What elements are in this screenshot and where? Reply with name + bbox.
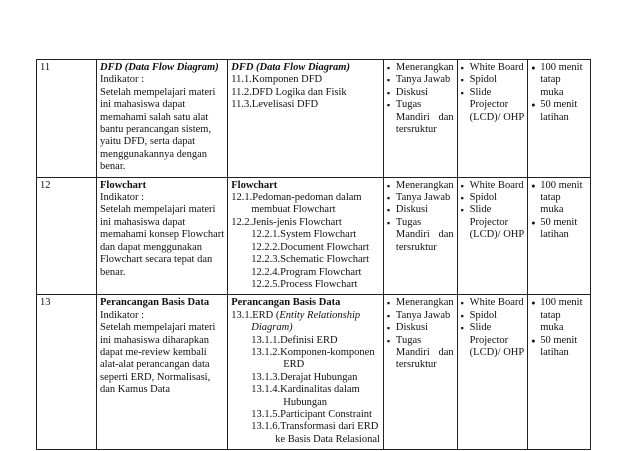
media-item: ▪ Slide: [461, 322, 525, 334]
method-item: ▪ Tanya Jawab: [387, 310, 454, 322]
media-cell: [457, 60, 528, 178]
material-item: 13.1.ERD (Entity Relationship: [231, 309, 361, 321]
indicator-label: Indikator :: [100, 309, 145, 321]
media-extra: Projector: [469, 334, 509, 346]
material-item: Diagram): [251, 322, 293, 334]
indicator-text: memahami salah satu alat: [100, 111, 209, 123]
time-cell: [528, 60, 591, 178]
media-item: ▪ Spidol: [461, 310, 525, 322]
media-extra: Projector: [469, 99, 509, 111]
indicator-text: ini mahasiswa dapat: [100, 216, 186, 228]
material-item: Hubungan: [283, 396, 327, 408]
material-item: 11.3.Levelisasi DFD: [231, 99, 319, 111]
indicator-text: Setelah mempelajari materi: [100, 86, 216, 98]
time-item: ● 100 menit tatap muka: [531, 297, 587, 334]
method-extra: dan: [438, 229, 454, 241]
method-item: ▪ Tanya Jawab: [387, 192, 454, 204]
material-item: 13.1.3.Derajat Hubungan: [251, 371, 358, 383]
material-title: Perancangan Basis Data: [231, 297, 341, 309]
material-item: 12.2.4.Program Flowchart: [251, 266, 362, 278]
meeting-number: 13: [37, 295, 97, 450]
meeting-number: 11: [37, 60, 97, 178]
competency-title: Perancangan Basis Data: [100, 297, 210, 309]
indicator-text: Flowchart secara tepat dan: [100, 254, 213, 266]
competency-cell: [97, 295, 228, 450]
time-cell: [528, 295, 591, 450]
method-cell: [383, 295, 457, 450]
media-extra: (LCD)/ OHP: [469, 111, 525, 123]
indicator-text: dapat me-review kembali: [100, 346, 207, 358]
method-cell: [383, 60, 457, 178]
material-item: ERD: [283, 359, 305, 371]
material-item: 13.1.1.Definisi ERD: [251, 334, 338, 346]
material-item: 13.1.2.Komponen-komponen: [251, 346, 375, 358]
material-item: 13.1.4.Kardinalitas dalam: [251, 384, 360, 396]
method-extra: dan: [438, 346, 454, 358]
time-item: ● 50 menit latihan: [531, 217, 587, 242]
table-row: [37, 60, 591, 178]
material-item: 13.1.6.Transformasi dari ERD: [251, 421, 379, 433]
method-item: ▪ Tugas: [387, 99, 454, 111]
competency-cell: [97, 177, 228, 295]
indicator-text: benar.: [100, 266, 126, 278]
time-item: ● 100 menit tatap muka: [531, 180, 587, 217]
indicator-text: benar.: [100, 161, 126, 173]
method-extra: Mandiri: [395, 346, 430, 358]
material-item: 11.1.Komponen DFD: [231, 74, 323, 86]
media-item: ▪ Spidol: [461, 192, 525, 204]
indicator-text: dan dapat menggunakan: [100, 241, 203, 253]
indicator-text: alat-alat perancangan data: [100, 359, 210, 371]
indicator-label: Indikator :: [100, 192, 145, 204]
material-item: 12.2.2.Document Flowchart: [251, 241, 370, 253]
table-row: [37, 177, 591, 295]
competency-title: Flowchart: [100, 179, 147, 191]
method-item: ▪ Menerangkan: [387, 180, 454, 192]
method-extra: Mandiri: [395, 229, 430, 241]
material-title: Flowchart: [231, 179, 278, 191]
indicator-text: menggunakannya dengan: [100, 148, 208, 160]
material-cell: [228, 295, 384, 450]
time-cell: [528, 177, 591, 295]
material-cell: [228, 60, 384, 178]
media-cell: [457, 295, 528, 450]
media-item: ▪ White Board: [461, 297, 525, 309]
method-cell: [383, 177, 457, 295]
media-item: ▪ Slide: [461, 204, 525, 216]
material-title: DFD (Data Flow Diagram): [231, 62, 350, 73]
method-extra: tersruktur: [395, 124, 437, 136]
media-item: ▪ Spidol: [461, 74, 525, 86]
media-extra: Projector: [469, 216, 509, 228]
method-extra: dan: [438, 111, 454, 123]
material-item: 11.2.DFD Logika dan Fisik: [231, 86, 347, 98]
media-item: ▪ White Board: [461, 62, 525, 74]
method-item: ▪ Diskusi: [387, 87, 454, 99]
indicator-text: seperti ERD, Normalisasi,: [100, 371, 211, 383]
meeting-number: 12: [37, 177, 97, 295]
method-extra: Mandiri: [395, 111, 430, 123]
method-item: ▪ Menerangkan: [387, 62, 454, 74]
material-cell: [228, 177, 384, 295]
indicator-text: ini mahasiswa diharapkan: [100, 334, 210, 346]
method-item: ▪ Diskusi: [387, 204, 454, 216]
indicator-label: Indikator :: [100, 74, 145, 86]
indicator-text: bantu perancangan sistem,: [100, 124, 212, 136]
syllabus-table: [36, 59, 591, 450]
material-item: 12.1.Pedoman-pedoman dalam: [231, 192, 362, 204]
indicator-text: ini mahasiswa dapat: [100, 99, 186, 111]
material-item: 12.2.5.Process Flowchart: [251, 278, 358, 290]
method-item: ▪ Menerangkan: [387, 297, 454, 309]
method-extra: tersruktur: [395, 359, 437, 371]
material-item: 12.2.Jenis-jenis Flowchart: [231, 216, 342, 228]
method-extra: tersruktur: [395, 241, 437, 253]
time-item: ● 100 menit tatap muka: [531, 62, 587, 99]
indicator-text: yaitu DFD, serta dapat: [100, 136, 196, 148]
media-item: ▪ White Board: [461, 180, 525, 192]
competency-title: DFD (Data Flow Diagram): [100, 62, 219, 73]
material-item: membuat Flowchart: [251, 204, 336, 216]
indicator-text: memahami konsep Flowchart: [100, 229, 225, 241]
method-item: ▪ Diskusi: [387, 322, 454, 334]
material-item: 12.2.1.System Flowchart: [251, 229, 357, 241]
method-item: ▪ Tanya Jawab: [387, 74, 454, 86]
competency-cell: [97, 60, 228, 178]
indicator-text: dan Kamus Data: [100, 384, 170, 396]
indicator-text: Setelah mempelajari materi: [100, 322, 216, 334]
material-item: 13.1.5.Participant Constraint: [251, 408, 372, 420]
media-item: ▪ Slide: [461, 87, 525, 99]
method-item: ▪ Tugas: [387, 217, 454, 229]
media-extra: (LCD)/ OHP: [469, 229, 525, 241]
time-item: ● 50 menit latihan: [531, 99, 587, 124]
time-item: ● 50 menit latihan: [531, 335, 587, 360]
indicator-text: Setelah mempelajari materi: [100, 204, 216, 216]
table-row: [37, 295, 591, 450]
material-item: 12.2.3.Schematic Flowchart: [251, 254, 370, 266]
media-extra: (LCD)/ OHP: [469, 346, 525, 358]
method-item: ▪ Tugas: [387, 335, 454, 347]
media-cell: [457, 177, 528, 295]
material-item: ke Basis Data Relasional: [275, 433, 380, 445]
